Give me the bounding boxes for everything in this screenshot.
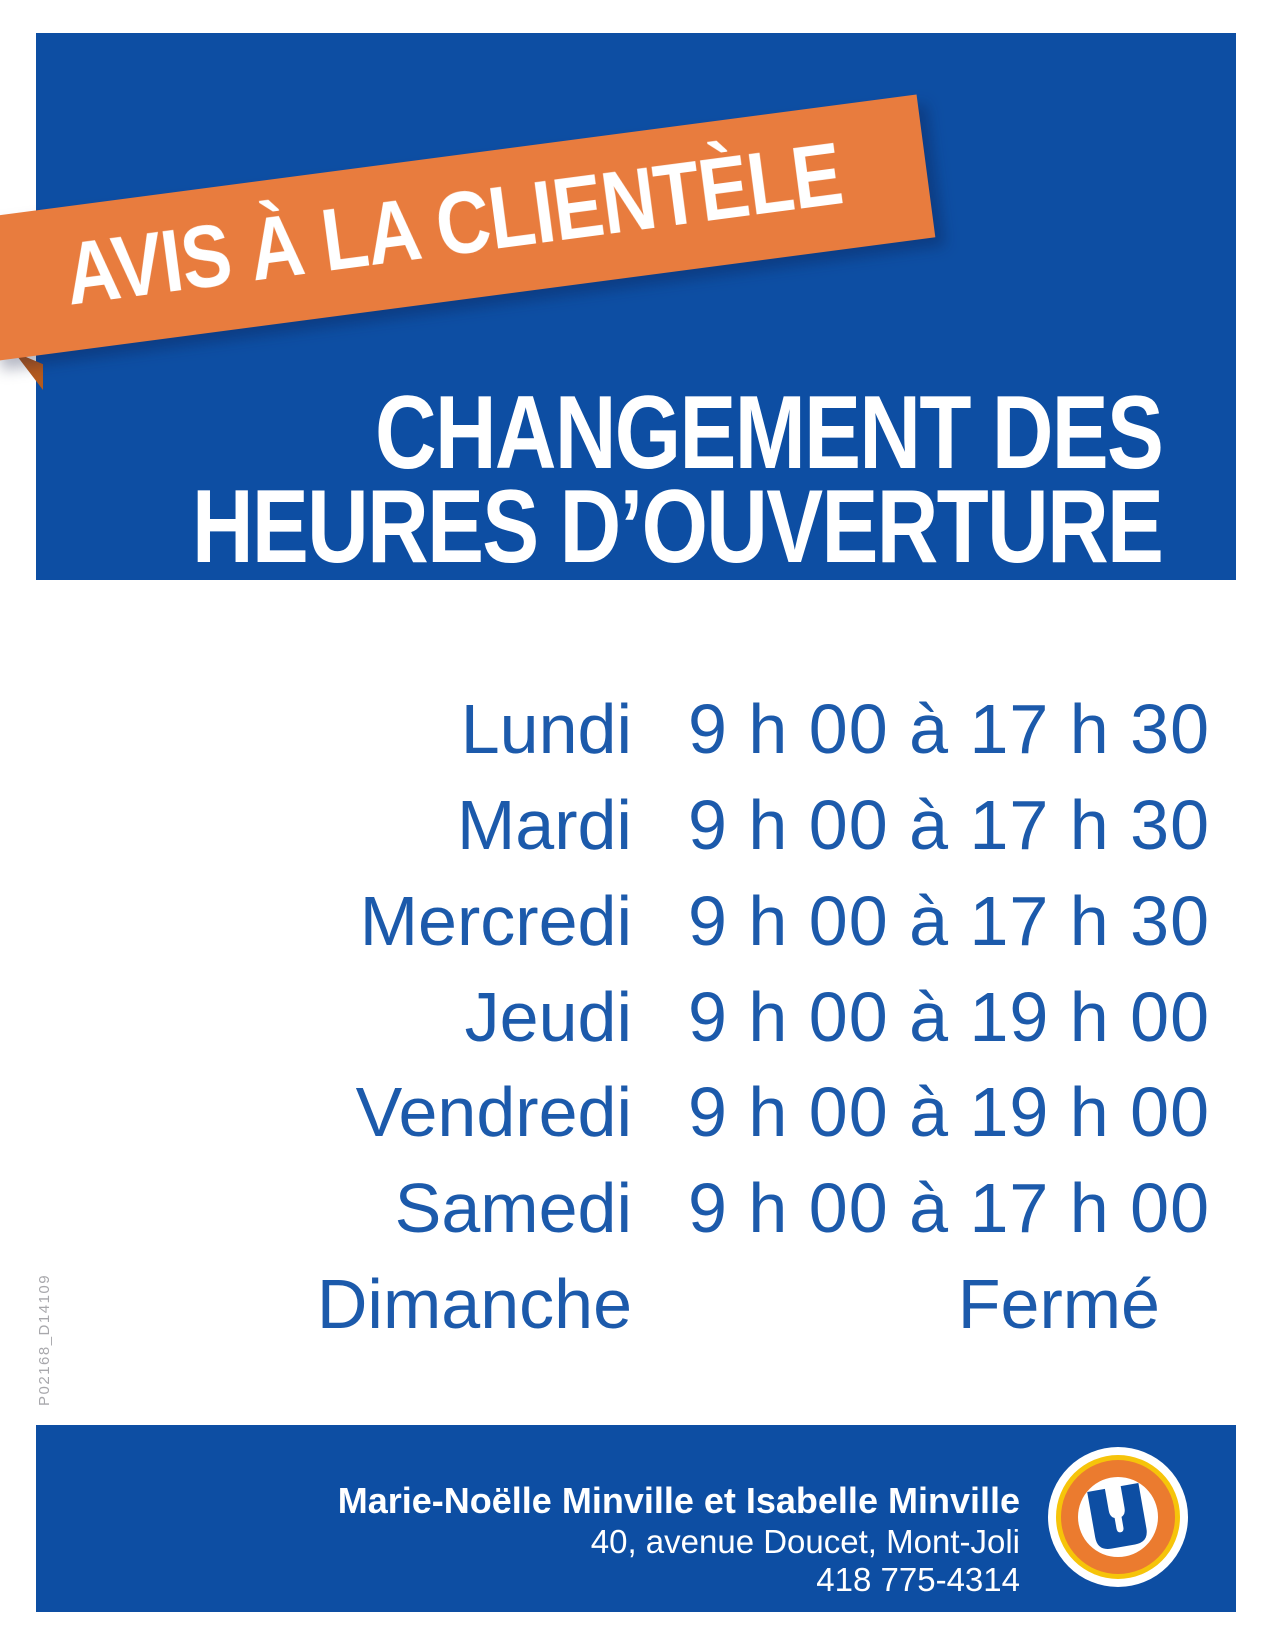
- hours-value: 9 h 00 à 19 h 00: [688, 978, 1210, 1056]
- store-phone: 418 775-4314: [816, 1561, 1020, 1598]
- page-title-line2: HEURES D’OUVERTURE: [191, 469, 1162, 585]
- print-code: P02168_D14109: [36, 1273, 53, 1406]
- day-label: Samedi: [394, 1169, 632, 1247]
- schedule-row-thursday: [0, 977, 1275, 1063]
- schedule-row-saturday: [0, 1168, 1275, 1254]
- page-title: [191, 375, 1162, 585]
- schedule-row-friday: [0, 1072, 1275, 1158]
- hours-value: 9 h 00 à 17 h 30: [688, 882, 1210, 960]
- schedule-row-wednesday: [0, 881, 1275, 967]
- day-label: Mardi: [456, 786, 632, 864]
- day-label: Lundi: [460, 690, 632, 768]
- day-label: Jeudi: [464, 978, 632, 1056]
- page-title-line1: CHANGEMENT DES: [374, 375, 1162, 491]
- hours-value: 9 h 00 à 17 h 30: [688, 786, 1210, 864]
- schedule-row-tuesday: [0, 785, 1275, 871]
- day-label: Vendredi: [355, 1073, 632, 1151]
- hours-value: 9 h 00 à 17 h 30: [688, 690, 1210, 768]
- footer-contact-block: [338, 1478, 1020, 1599]
- hours-value: 9 h 00 à 19 h 00: [688, 1073, 1210, 1151]
- hours-value: 9 h 00 à 17 h 00: [688, 1169, 1210, 1247]
- owners-names: Marie-Noëlle Minville et Isabelle Minville: [337, 1480, 1020, 1521]
- schedule-row-monday: [0, 689, 1275, 775]
- day-label: Dimanche: [316, 1265, 632, 1343]
- store-address: 40, avenue Doucet, Mont-Joli: [590, 1523, 1020, 1560]
- ribbon-label: AVIS À LA CLIENTÈLE: [59, 123, 848, 324]
- schedule-row-sunday: [0, 1264, 1275, 1350]
- day-label: Mercredi: [359, 882, 632, 960]
- closed-label: Fermé: [957, 1265, 1160, 1343]
- uniprix-logo-icon: [1048, 1447, 1188, 1587]
